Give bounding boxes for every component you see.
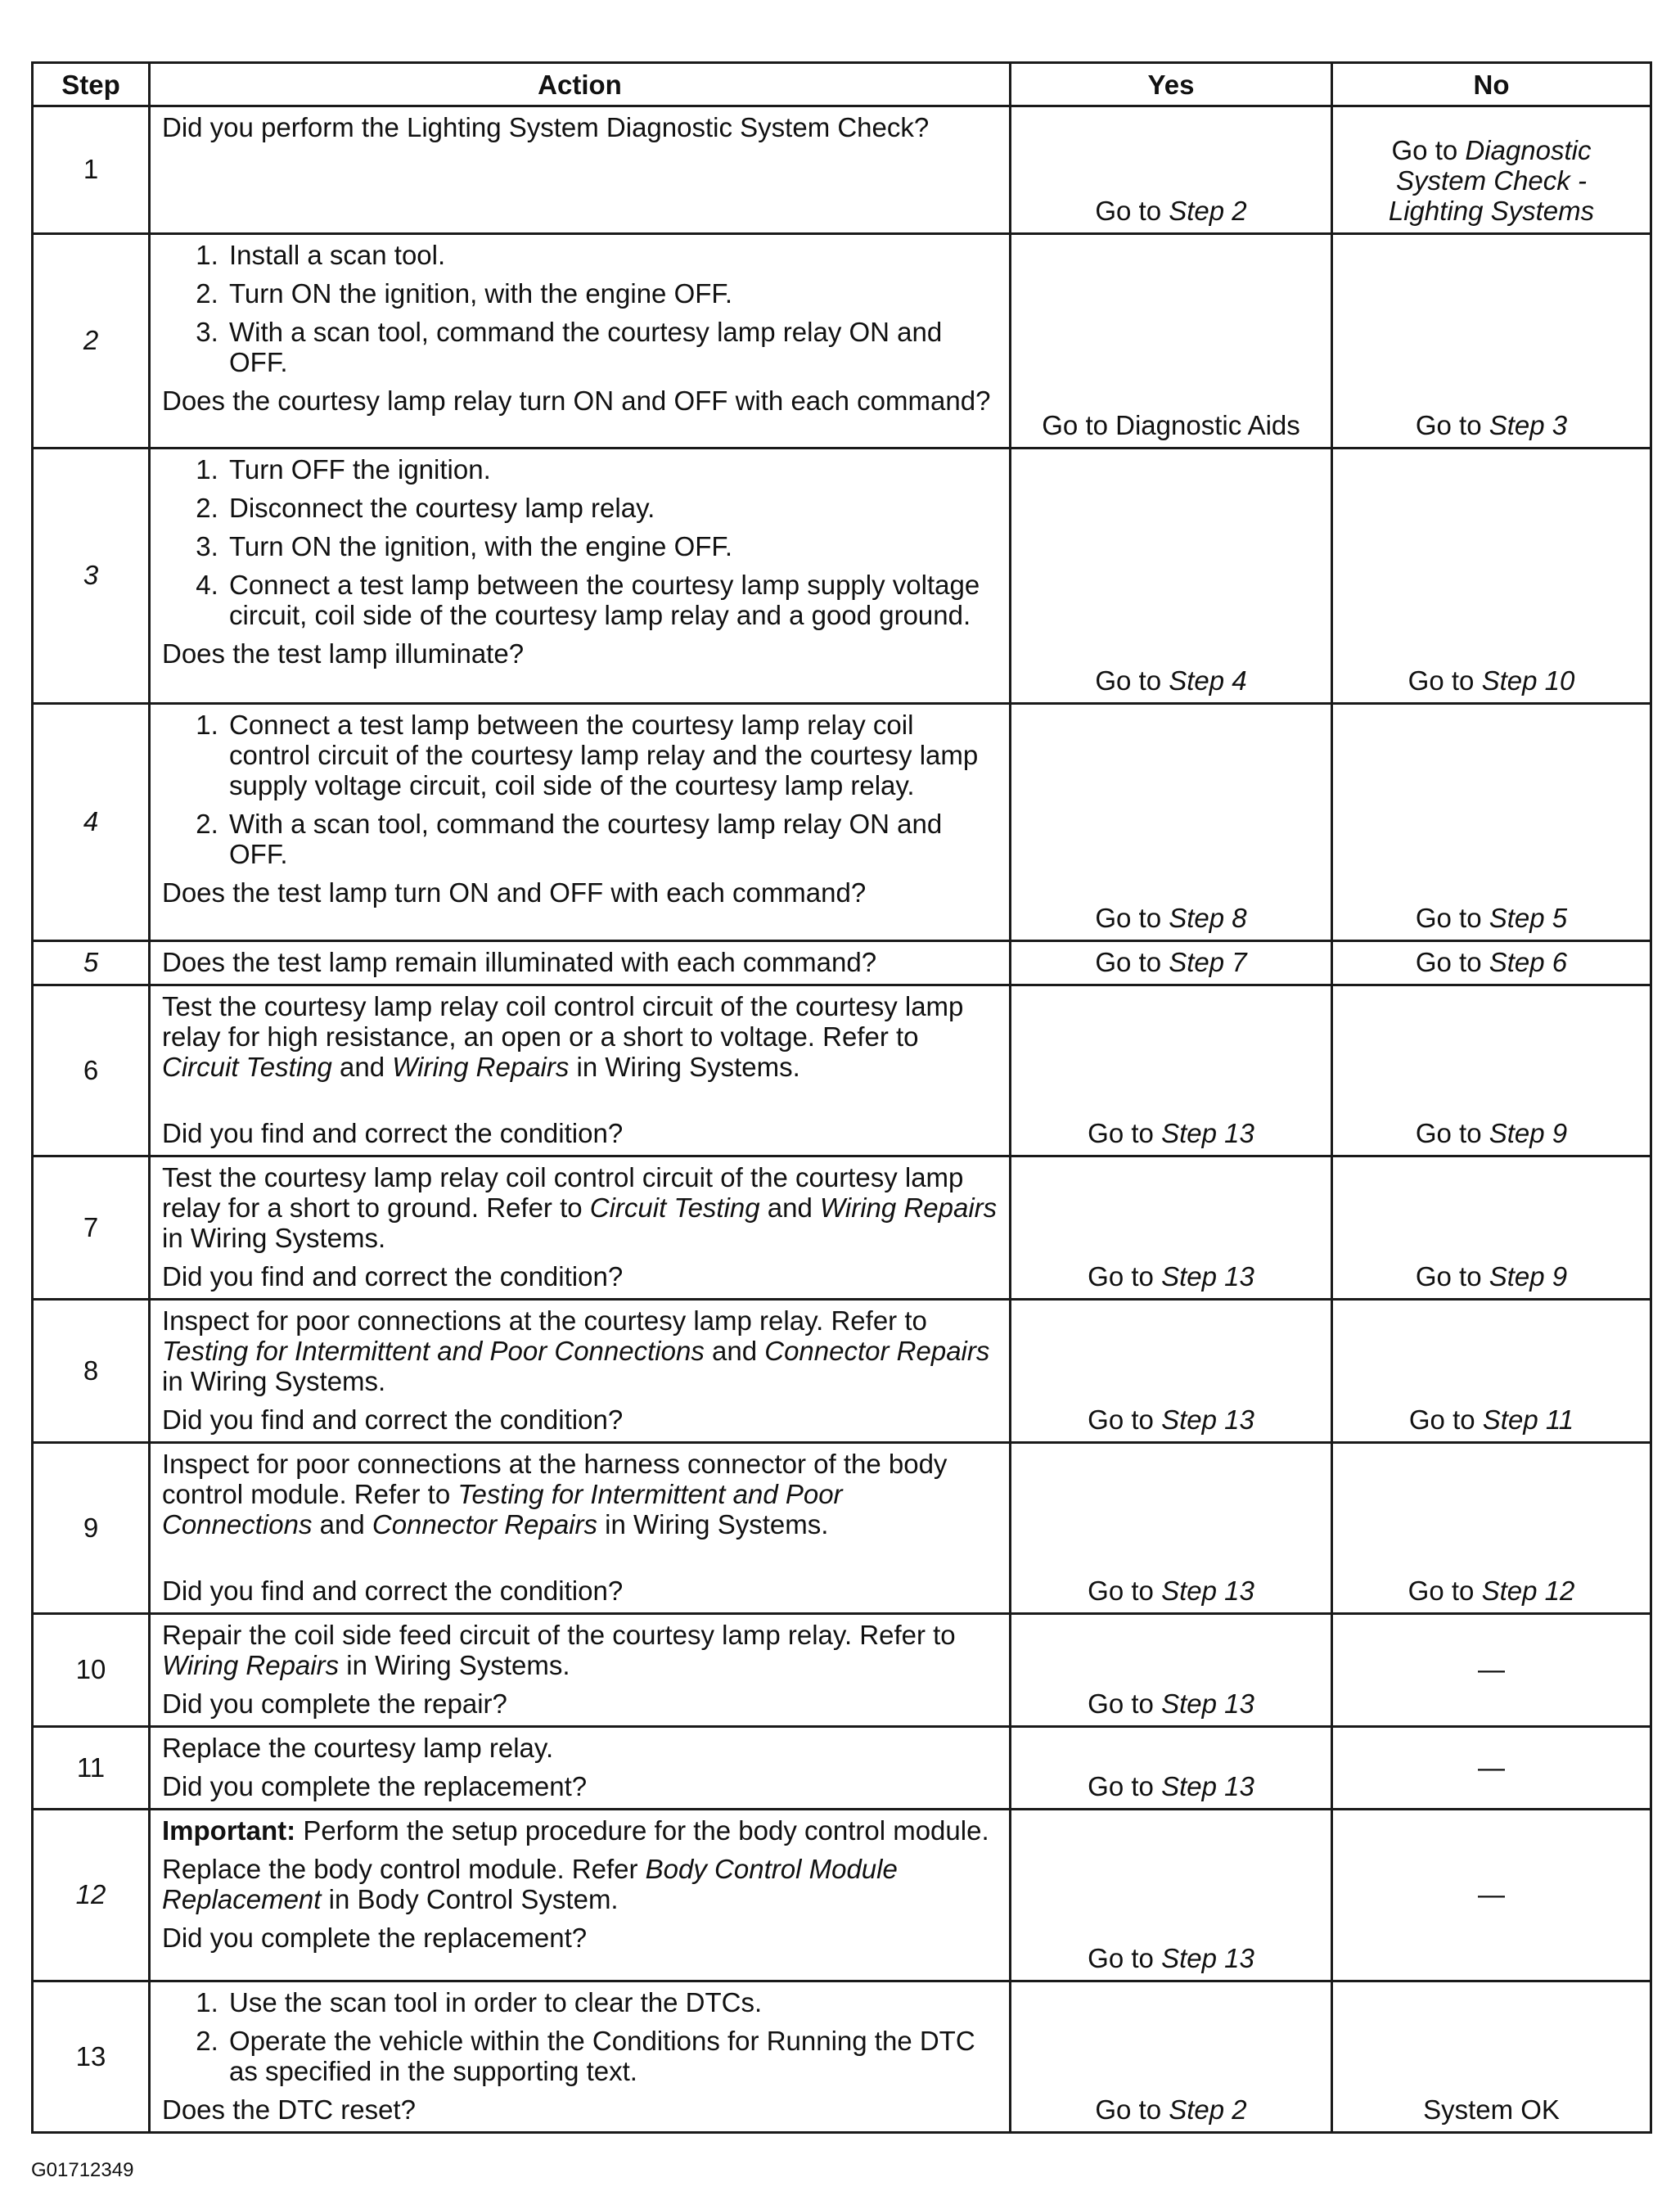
step-number: 9 [33, 1443, 150, 1614]
instruction-text: Inspect for poor connections at the harness connector of the body control module. Refer to Testing for Intermittent and Poor Connections and Connector Repairs in Wiring Systems. [162, 1449, 948, 1540]
action-cell [150, 234, 1011, 449]
header-no: No [1332, 63, 1651, 106]
step-number: 13 [33, 1981, 150, 2133]
table-row [33, 449, 1651, 704]
table-row [33, 1981, 1651, 2133]
step-number: 5 [33, 941, 150, 985]
question-text: Did you find and correct the condition? [162, 1576, 624, 1606]
no-cell: Go to Step 3 [1332, 234, 1651, 449]
yes-cell: Go to Step 13 [1011, 1443, 1332, 1614]
table-row [33, 704, 1651, 941]
action-cell [150, 1810, 1011, 1981]
action-cell [150, 1443, 1011, 1614]
action-cell [150, 1981, 1011, 2133]
step-number: 11 [33, 1727, 150, 1810]
instruction-text: Inspect for poor connections at the courtesy lamp relay. Refer to Testing for Intermittent and Poor Connections and Connector Repairs in Wiring Systems. [162, 1305, 990, 1396]
substep: 1. Use the scan tool in order to clear the DTCs. [226, 1987, 998, 2017]
important-note: Important: Perform the setup procedure for the body control module. [162, 1815, 989, 1846]
yes-cell: Go to Step 8 [1011, 704, 1332, 941]
yes-cell: Go to Step 2 [1011, 1981, 1332, 2133]
action-cell [150, 449, 1011, 704]
question-text: Does the DTC reset? [162, 2094, 416, 2125]
substep-list [162, 240, 998, 377]
table-row [33, 1300, 1651, 1443]
action-cell [150, 1727, 1011, 1810]
yes-cell: Go to Step 13 [1011, 1156, 1332, 1300]
table-row [33, 234, 1651, 449]
question-text: Did you find and correct the condition? [162, 1404, 624, 1435]
table-row [33, 985, 1651, 1156]
step-number: 3 [33, 449, 150, 704]
header-step: Step [33, 63, 150, 106]
question-text: Did you find and correct the condition? [162, 1261, 624, 1292]
substep: 2. Disconnect the courtesy lamp relay. [226, 493, 998, 523]
no-cell: Go to Diagnostic System Check - Lighting Systems [1332, 106, 1651, 234]
table-row [33, 106, 1651, 234]
question-text: Does the test lamp remain illuminated with each command? [162, 947, 877, 977]
step-number: 8 [33, 1300, 150, 1443]
yes-cell: Go to Step 13 [1011, 985, 1332, 1156]
question-text: Does the test lamp illuminate? [162, 638, 525, 669]
instruction-text: Test the courtesy lamp relay coil control circuit of the courtesy lamp relay for high resistance, an open or a short to voltage. Refer to Circuit Testing and Wiring Repairs in Wiring Systems. [162, 991, 964, 1082]
action-cell [150, 941, 1011, 985]
table-row [33, 1443, 1651, 1614]
question-text: Did you complete the replacement? [162, 1923, 588, 1953]
table-row [33, 1156, 1651, 1300]
substep: 4. Connect a test lamp between the courtesy lamp supply voltage circuit, coil side of the courtesy lamp relay and a good ground. [226, 570, 998, 630]
table-row [33, 1810, 1651, 1981]
instruction-text: Replace the courtesy lamp relay. [162, 1733, 554, 1763]
no-cell: System OK [1332, 1981, 1651, 2133]
yes-cell: Go to Step 13 [1011, 1300, 1332, 1443]
no-cell: Go to Step 6 [1332, 941, 1651, 985]
action-cell [150, 1614, 1011, 1727]
action-cell [150, 985, 1011, 1156]
question-text: Did you perform the Lighting System Diagnostic System Check? [162, 112, 930, 142]
table-row [33, 1727, 1651, 1810]
question-text: Does the test lamp turn ON and OFF with each command? [162, 877, 867, 908]
substep: 1. Turn OFF the ignition. [226, 454, 998, 485]
action-cell [150, 1156, 1011, 1300]
figure-id: G01712349 [31, 2159, 134, 2181]
substep: 3. With a scan tool, command the courtesy lamp relay ON and OFF. [226, 317, 998, 377]
yes-cell: Go to Step 4 [1011, 449, 1332, 704]
yes-cell: Go to Diagnostic Aids [1011, 234, 1332, 449]
substep: 1. Install a scan tool. [226, 240, 998, 270]
substep: 2. Turn ON the ignition, with the engine OFF. [226, 278, 998, 309]
substep: 2. With a scan tool, command the courtesy lamp relay ON and OFF. [226, 809, 998, 869]
table-header-row [33, 63, 1651, 106]
no-cell: — [1332, 1614, 1651, 1727]
no-cell: Go to Step 10 [1332, 449, 1651, 704]
instruction-text: Repair the coil side feed circuit of the courtesy lamp relay. Refer to Wiring Repairs in Wiring Systems. [162, 1620, 956, 1680]
step-number: 6 [33, 985, 150, 1156]
instruction-text: Replace the body control module. Refer Body Control Module Replacement in Body Control System. [162, 1854, 898, 1914]
yes-cell: Go to Step 13 [1011, 1614, 1332, 1727]
substep-list [162, 1987, 998, 2086]
action-cell [150, 106, 1011, 234]
no-cell: Go to Step 9 [1332, 1156, 1651, 1300]
step-number: 1 [33, 106, 150, 234]
header-yes: Yes [1011, 63, 1332, 106]
step-number: 2 [33, 234, 150, 449]
header-action: Action [150, 63, 1011, 106]
question-text: Did you complete the repair? [162, 1688, 507, 1719]
action-cell [150, 704, 1011, 941]
question-text: Does the courtesy lamp relay turn ON and OFF with each command? [162, 385, 991, 416]
table-row [33, 1614, 1651, 1727]
step-number: 12 [33, 1810, 150, 1981]
step-number: 7 [33, 1156, 150, 1300]
step-number: 10 [33, 1614, 150, 1727]
no-cell: Go to Step 12 [1332, 1443, 1651, 1614]
diagnostic-table [31, 61, 1652, 2134]
table-row [33, 941, 1651, 985]
action-cell [150, 1300, 1011, 1443]
question-text: Did you complete the replacement? [162, 1771, 588, 1801]
instruction-text: Test the courtesy lamp relay coil control circuit of the courtesy lamp relay for a short to ground. Refer to Circuit Testing and Wiring Repairs in Wiring Systems. [162, 1162, 998, 1253]
no-cell: Go to Step 9 [1332, 985, 1651, 1156]
yes-cell: Go to Step 13 [1011, 1727, 1332, 1810]
no-cell: — [1332, 1727, 1651, 1810]
substep-list [162, 710, 998, 869]
substep-list [162, 454, 998, 630]
substep: 2. Operate the vehicle within the Conditions for Running the DTC as specified in the supporting text. [226, 2026, 998, 2086]
substep: 1. Connect a test lamp between the courtesy lamp relay coil control circuit of the courtesy lamp relay and the courtesy lamp supply voltage circuit, coil side of the courtesy lamp relay. [226, 710, 998, 800]
no-cell: — [1332, 1810, 1651, 1981]
no-cell: Go to Step 5 [1332, 704, 1651, 941]
step-number: 4 [33, 704, 150, 941]
yes-cell: Go to Step 7 [1011, 941, 1332, 985]
yes-cell: Go to Step 2 [1011, 106, 1332, 234]
question-text: Did you find and correct the condition? [162, 1118, 624, 1148]
substep: 3. Turn ON the ignition, with the engine OFF. [226, 531, 998, 561]
no-cell: Go to Step 11 [1332, 1300, 1651, 1443]
yes-cell: Go to Step 13 [1011, 1810, 1332, 1981]
